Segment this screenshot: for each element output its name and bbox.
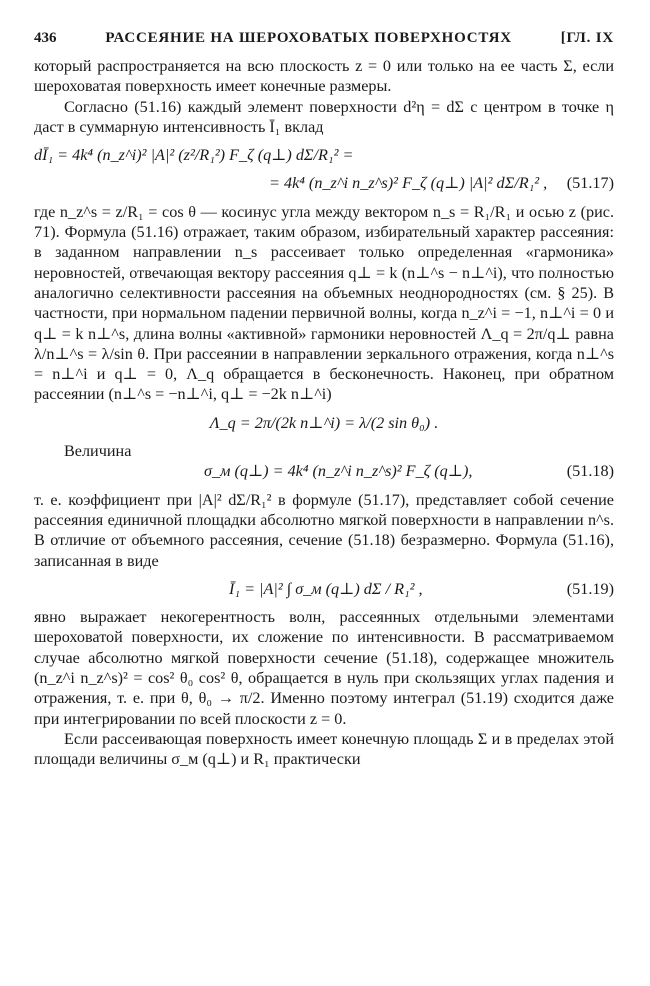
page-number: 436 — [34, 30, 57, 46]
paragraph-4: Величина — [64, 442, 132, 461]
equation-51-19-label: (51.19) — [566, 579, 614, 598]
equation-51-18-label: (51.18) — [566, 462, 614, 481]
running-title: РАССЕЯНИЕ НА ШЕРОХОВАТЫХ ПОВЕРХНОСТЯХ — [105, 30, 512, 46]
equation-lambda-q — [34, 413, 614, 433]
equation-51-17-line-1-text: dĪ₁ = 4k⁴ (n_z^i)² |A|² (z²/R₁²) F_ζ (q⊥) dΣ/R₁² = — [34, 146, 354, 165]
equation-51-18-text: σ_м (q⊥) = 4k⁴ (n_z^i n_z^s)² F_ζ (q⊥), — [204, 462, 473, 481]
paragraph-6: явно выражает некогерентность волн, рассеянных отдельными элементами шероховатой поверхности, их сложение по интенсивности. В рассматриваемом случае абсолютно мягкой поверхности сечение (51.18), содержащее множитель (n_z^i n_z^s)² = cos² θ₀ cos² θ, обращается в нуль при скользящих углах падения и отражения, т. е. при θ, θ₀ → π/2. Именно поэтому интеграл (51.19) сходится даже при интегрировании по всей плоскости z = 0. — [34, 608, 614, 728]
equation-51-19 — [34, 579, 614, 599]
paragraph-3: где n_z^s = z/R₁ = cos θ — косинус угла между вектором n_s = R₁/R₁ и осью z (рис. 71). Формула (51.16) отражает, таким образом, избирательный характер рассеяния: в заданном направлении n_s рассеивает только определенная «гармоника» неровностей, отвечающая вектору рассеяния q⊥ = k (n⊥^s − n⊥^i), что полностью аналогично селективности рассеяния на объемных неоднородностях (см. § 25). В частности, при нормальном падении первичной волны, когда n_z^i = −1, n⊥^i = 0 и q⊥ = k n⊥^s, длина волны «активной» гармоники неровностей Λ_q = 2π/q⊥ равна λ/n⊥^s = λ/sin θ. При рассеянии в направлении зеркального отражения, когда n⊥^s = n⊥^i и q⊥ = 0, Λ_q обращается в бесконечность. Наконец, при обратном рассеянии (n⊥^s = −n⊥^i, q⊥ = −2k n⊥^i) — [34, 202, 614, 404]
running-header — [34, 30, 614, 56]
equation-lambda-q-text: Λ_q = 2π/(2k n⊥^i) = λ/(2 sin θ₀) . — [209, 413, 439, 432]
equation-51-17-label: (51.17) — [566, 174, 614, 193]
equation-51-17-line-1 — [34, 145, 614, 165]
chapter-label: [ГЛ. IX — [560, 30, 614, 46]
paragraph-1: который распространяется на всю плоскость z = 0 или только на ее часть Σ, если шероховатая поверхность имеет конечные размеры. — [34, 57, 614, 96]
book-page — [34, 30, 614, 770]
paragraph-7: Если рассеивающая поверхность имеет конечную площадь Σ и в пределах этой площади величины σ_м (q⊥) и R₁ практически — [34, 729, 614, 769]
paragraph-2: Согласно (51.16) каждый элемент поверхности d²η = dΣ с центром в точке η даст в суммарную интенсивность Ī₁ вклад — [34, 97, 614, 136]
equation-51-19-text: Ī₁ = |A|² ∫ σ_м (q⊥) dΣ / R₁² , — [229, 579, 423, 598]
equation-51-17-line-2-text: = 4k⁴ (n_z^i n_z^s)² F_ζ (q⊥) |A|² dΣ/R₁² , — [269, 174, 548, 193]
equation-51-17-line-2 — [34, 173, 614, 193]
equation-51-18 — [34, 461, 614, 481]
paragraph-5: т. е. коэффициент при |A|² dΣ/R₁² в формуле (51.17), представляет собой сечение рассеяния единичной площадки абсолютно мягкой поверхности в направлении n^s. В отличие от объемного рассеяния, сечение (51.18) безразмерно. Формула (51.16), записанная в виде — [34, 490, 614, 570]
